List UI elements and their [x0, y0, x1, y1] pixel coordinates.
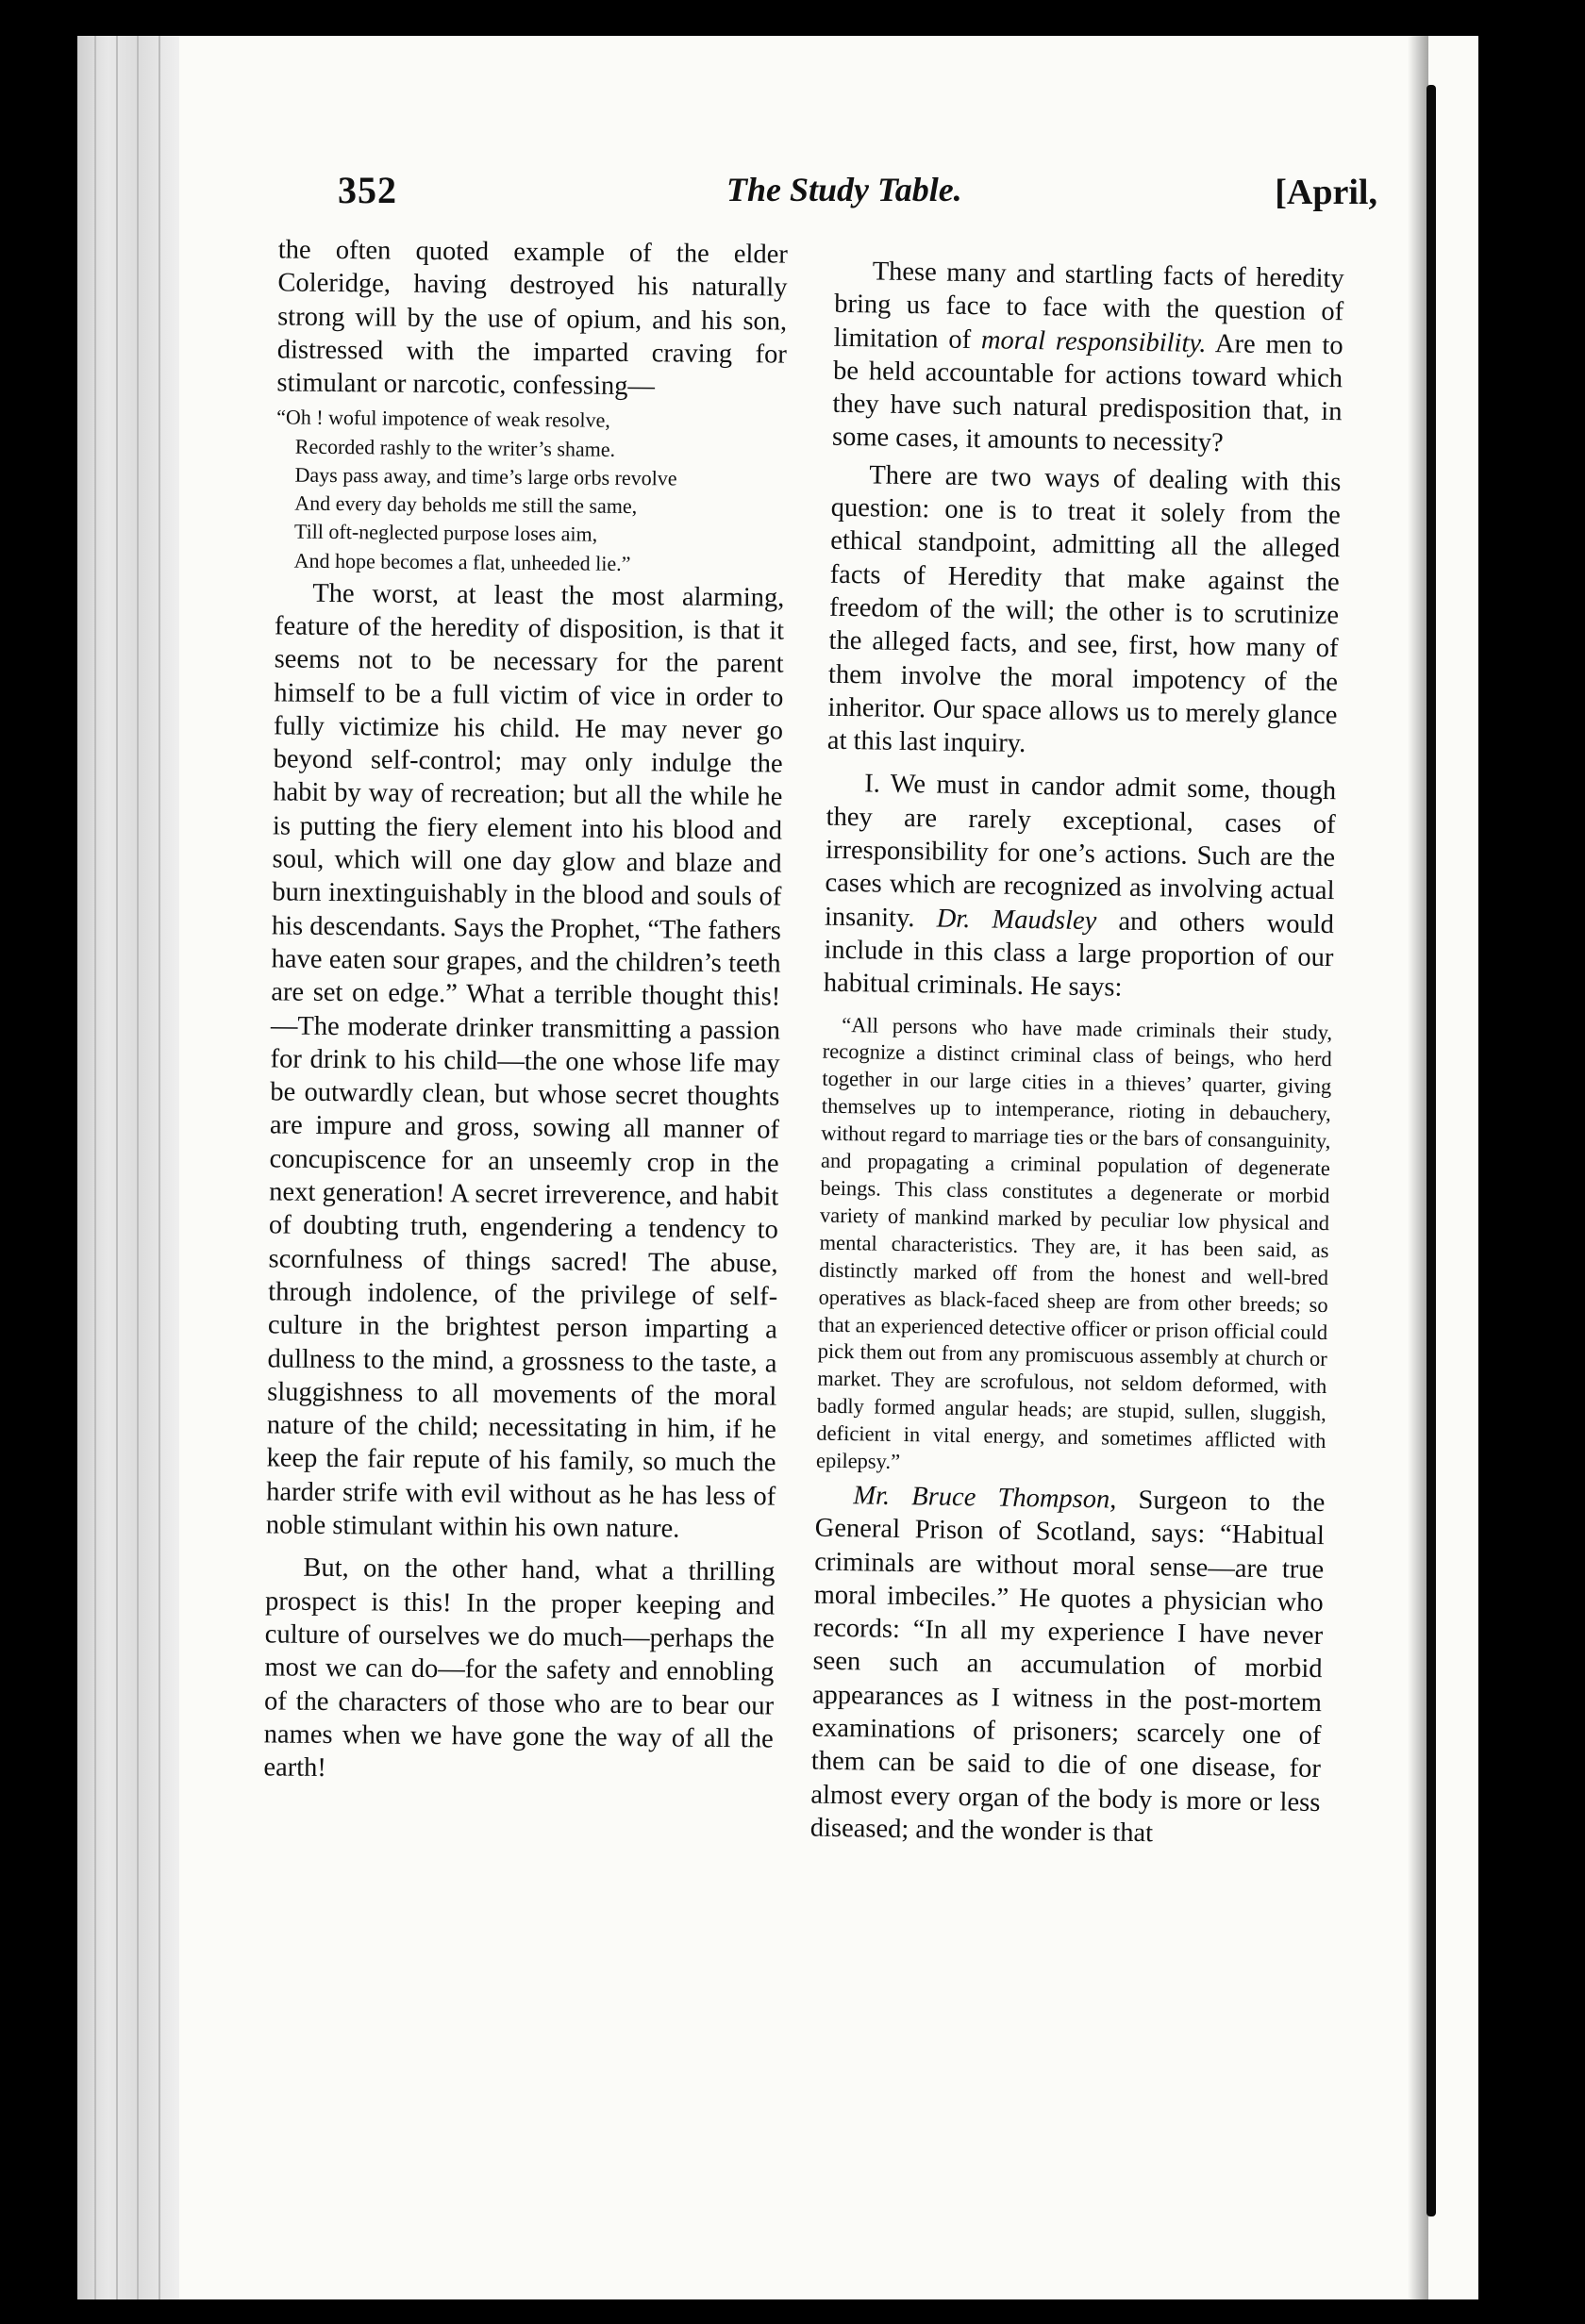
author-name: Mr. Bruce Thompson,	[853, 1481, 1117, 1515]
poem-line: And every day beholds me still the same,	[294, 490, 638, 519]
page-edges	[77, 36, 179, 2299]
month-label: [April,	[1275, 173, 1377, 212]
left-column	[263, 233, 788, 1788]
poem-line: Till oft-neglected purpose loses aim,	[293, 519, 598, 546]
maudsley-quote: “All persons who have made criminals their study, recognize a distinct criminal class of beings, who herd together in our large cities in a thieves’ quarter, giving themselves up to intemperance, rioting in debauchery, without regard to marriage ties or the bars of consanguinity, and propagating a criminal population of degenerate beings. This class constitutes a degenerate or morbid variety of mankind marked by peculiar low physical and mental characteristics. They are, it has been said, as distinctly marked off from the honest and well-bred operatives as black-faced sheep are from other breeds; so that an experienced detective officer or prison official could pick them out from any promiscuous assembly at church or market. They are scrofulous, not seldom deformed, with badly formed angular heads; are stupid, sullen, sluggish, deficient in vital energy, and sometimes afflicted with epilepsy.”	[815, 1012, 1333, 1474]
page-number: 352	[338, 169, 397, 211]
responsibility-paragraph: These many and startling facts of heredity bring us face to face with the question of limitation of moral responsibility. Are men to be held accountable for actions toward which they have such natural predisposition that, in some cases, it amounts to necessity?	[831, 257, 1344, 458]
poem-line: Days pass away, and time’s large orbs revolve	[294, 462, 677, 490]
thompson-paragraph: Mr. Bruce Thompson, Surgeon to the General Prison of Scotland, says: “Habitual criminals are without moral sense—are true moral imbeciles.” He quotes a physician who records: “In all my experience I have never seen such an accumulation of morbid appearances as I witness in the post-mortem examinations of prisoners; scarcely one of them can be said to die of one disease, for almost every organ of the body is more or less diseased; and the wonder is that	[809, 1481, 1326, 1849]
poem-line: “Oh ! woful impotence of weak resolve,	[276, 405, 610, 433]
opening-paragraph: the often quoted example of the elder Coleridge, having destroyed his naturally strong will by the use of opium, and his son, distressed with the imparted craving for stimulant or narcotic, confessing—	[276, 235, 788, 402]
next-page-edge	[1426, 85, 1436, 2216]
gutter-shadow	[1408, 36, 1428, 2299]
right-column	[810, 255, 1344, 1852]
prospect-paragraph: But, on the other hand, what a thrilling prospect is this! In the proper keeping and culture of ourselves we do much—perhaps the most we can do—for the safety and ennobling of the characters of those who are to bear our names when we have gone the way of all the earth!	[263, 1553, 776, 1784]
italic-term: moral responsibility.	[980, 324, 1207, 358]
poem-line: And hope becomes a flat, unheeded lie.”	[293, 548, 631, 575]
running-title: The Study Table.	[726, 171, 962, 208]
author-name: Dr. Maudsley	[936, 904, 1097, 936]
running-header	[330, 168, 1392, 234]
poem-line: Recorded rashly to the writer’s shame.	[294, 434, 616, 461]
two-ways-paragraph: There are two ways of dealing with this question: one is to treat it solely from the ethical standpoint, admitting all the alleged facts of Heredity that make against the freedom of the will; the other is to scrutinize the alleged facts, and see, first, how many of them involve the moral impotency of the inheritor. Our space allows us to merely glance at this last inquiry.	[826, 460, 1342, 759]
irresponsibility-paragraph: I. We must in candor admit some, though they are rarely exceptional, cases of irresponsibility for one’s actions. Such are the cases which are recognized as involving actual insanity. Dr. Maudsley and others would include in this class a large proportion of our habitual criminals. He says:	[823, 769, 1337, 1003]
poem-quote	[275, 404, 787, 579]
heredity-paragraph: The worst, at least the most alarming, feature of the heredity of disposition, is that it seems not to be necessary for the parent himself to be a full victim of vice in order to fully victimize his child. He may never go beyond self-control; may only indulge the habit by way of recreation; but all the while he is putting the fiery element into his blood and soul, which will one day glow and blaze and burn inextinguishably in the blood and souls of his descendants. Says the Prophet, “The fathers have eaten sour grapes, and the children’s teeth are set on edge.” What a terrible thought this!—The moderate drinker transmitting a passion for drink to his child—the one whose life may be outwardly clean, but whose secret thoughts are impure and gross, sowing all manner of concupiscence for an unseemly crop in the next generation! A secret irreverence, and habit of doubting truth, engendering a tendency to scornfulness of things sacred! The abuse, through indolence, of the privilege of self-culture in the brightest person imparting a dullness to the mind, a grossness to the taste, a sluggishness to all movements of the moral nature of the child; necessitating in him, if he keep the fair repute of his family, so much the harder strife with evil without as he has less of noble stimulant within his own nature.	[265, 578, 785, 1544]
